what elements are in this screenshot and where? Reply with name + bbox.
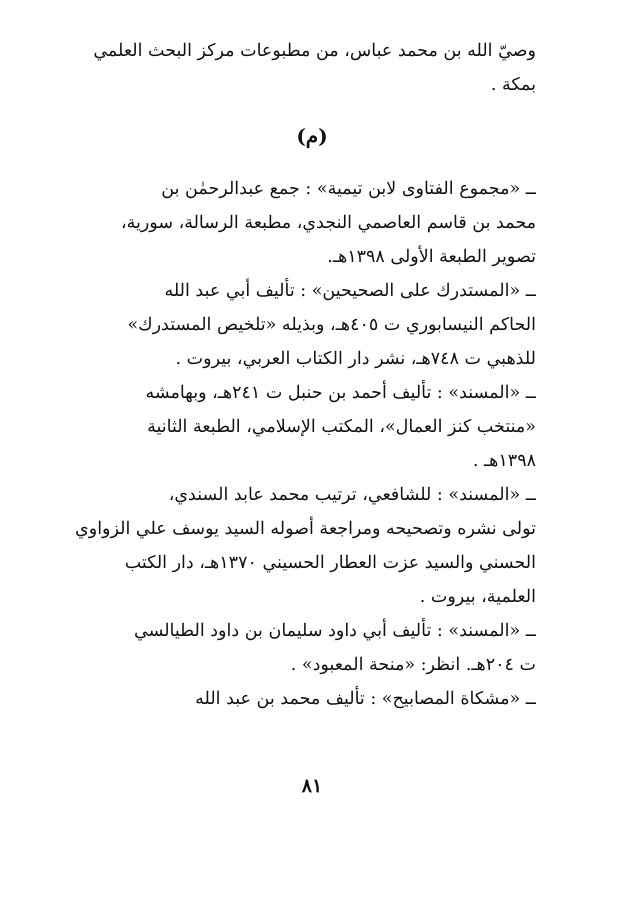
text-line: ١٣٩٨هـ . bbox=[472, 451, 536, 471]
bibliography-entry bbox=[60, 682, 536, 716]
text-line: تصوير الطبعة الأولى ١٣٩٨هـ. bbox=[327, 247, 536, 267]
bibliography-entry bbox=[60, 172, 536, 274]
section-heading: (م) bbox=[296, 124, 328, 148]
text-line: ــ «المستدرك على الصحيحين» : تأليف أبي عبد الله bbox=[164, 281, 536, 301]
text-line: الحسني والسيد عزت العطار الحسيني ١٣٧٠هـ، دار الكتب bbox=[124, 553, 536, 573]
text-line: وصيّ الله بن محمد عباس، من مطبوعات مركز البحث العلمي bbox=[93, 41, 536, 61]
intro-paragraph bbox=[60, 34, 536, 102]
bibliography-entry bbox=[60, 614, 536, 682]
text-line: الحاكم النيسابوري ت ٤٠٥هـ، وبذيله «تلخيص المستدرك» bbox=[127, 315, 536, 335]
text-line: محمد بن قاسم العاصمي النجدي، مطبعة الرسالة، سورية، bbox=[120, 213, 536, 233]
text-line: ــ «المسند» : تأليف أبي داود سليمان بن داود الطيالسي bbox=[134, 621, 536, 641]
bibliography-entry bbox=[60, 274, 536, 376]
text-line: ــ «المسند» : للشافعي، ترتيب محمد عابد السندي، bbox=[168, 485, 536, 505]
text-line: ت ٢٠٤هـ. انظر: «منحة المعبود» . bbox=[290, 655, 536, 675]
bibliography-entry bbox=[60, 478, 536, 614]
bibliography-list bbox=[60, 172, 536, 716]
text-line: للذهبي ت ٧٤٨هـ، نشر دار الكتاب العربي، بيروت . bbox=[175, 349, 536, 369]
text-line: العلمية، بيروت . bbox=[419, 587, 536, 607]
text-line: ــ «المسند» : تأليف أحمد بن حنبل ت ٢٤١هـ، وبهامشه bbox=[145, 383, 536, 403]
text-line: ــ «مجموع الفتاوى لابن تيمية» : جمع عبدالرحمٰن بن bbox=[161, 179, 536, 199]
text-line: بمكة . bbox=[490, 75, 536, 95]
text-line: «منتخب كنز العمال»، المكتب الإسلامي، الطبعة الثانية bbox=[147, 417, 536, 437]
text-line: ــ «مشكاة المصابيح» : تأليف محمد بن عبد الله bbox=[195, 689, 536, 709]
bibliography-entry bbox=[60, 376, 536, 478]
text-line: تولى نشره وتصحيحه ومراجعة أصوله السيد يوسف علي الزواوي bbox=[75, 519, 536, 539]
page-number: ٨١ bbox=[301, 775, 323, 797]
